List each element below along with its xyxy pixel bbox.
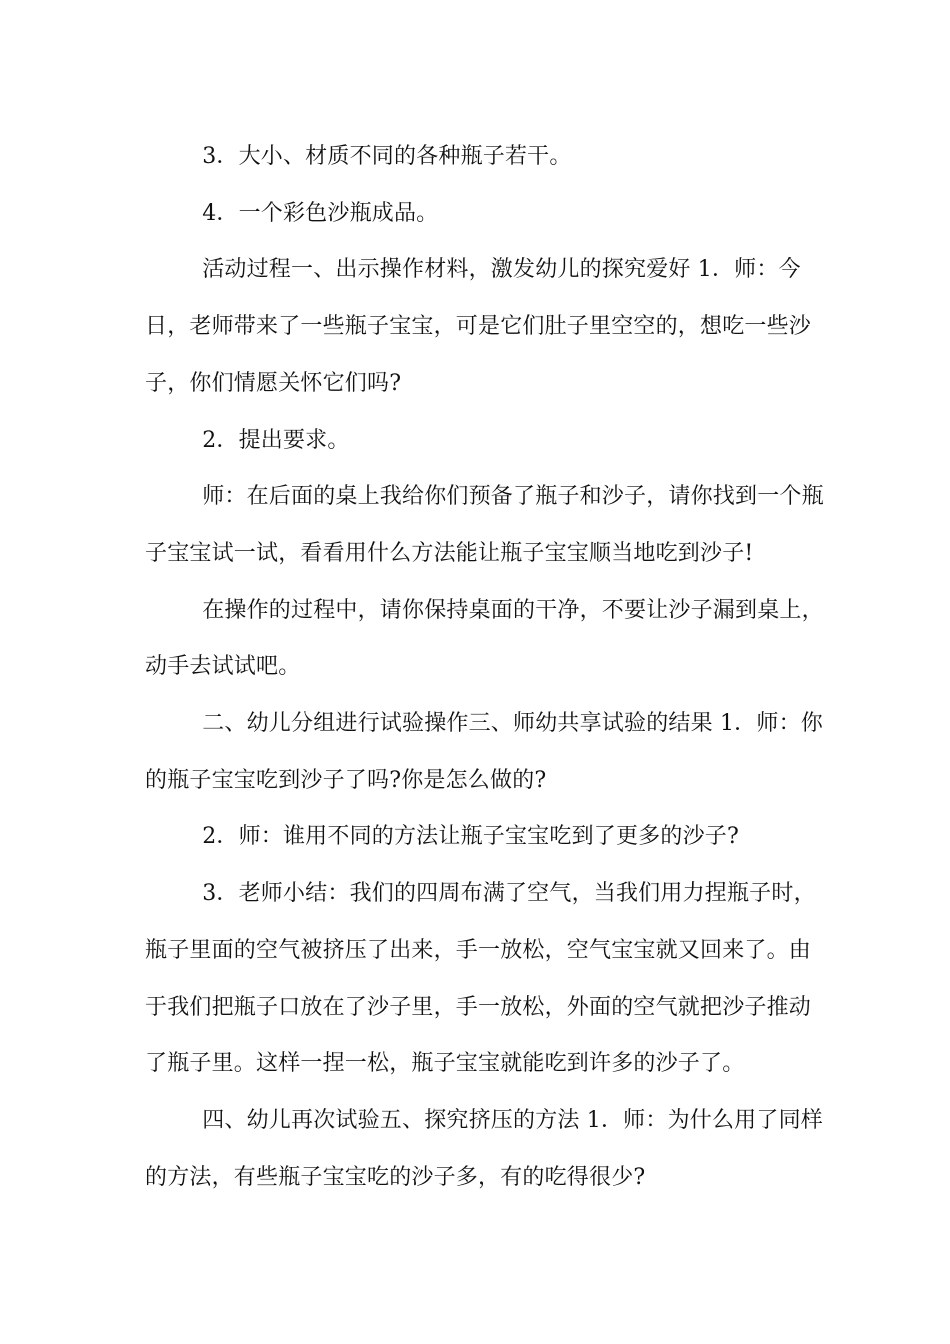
paragraph-keep-clean: 在操作的过程中，请你保持桌面的干净，不要让沙子漏到桌上，动手去试试吧。 [145, 597, 824, 680]
paragraph-materials-3: 3．大小、材质不同的各种瓶子若干。 [202, 144, 572, 169]
paragraph-different-methods: 2．师：谁用不同的方法让瓶子宝宝吃到了更多的沙子? [202, 824, 739, 850]
paragraph-teacher-instruction: 师：在后面的桌上我给你们预备了瓶子和沙子，请你找到一个瓶子宝宝试一试，看看用什么方法能让瓶子宝宝顺当地吃到沙子! [145, 484, 824, 566]
paragraph-process-1: 活动过程一、出示操作材料，激发幼儿的探究爱好 1．师：今日，老师带来了一些瓶子宝宝，可是它们肚子里空空的，想吃一些沙子，你们情愿关怀它们吗? [145, 257, 812, 396]
paragraph-materials-4: 4．一个彩色沙瓶成品。 [202, 200, 439, 226]
document-body [145, 129, 825, 1206]
paragraph-group-experiment: 二、幼儿分组进行试验操作三、师幼共享试验的结果 1．师：你的瓶子宝宝吃到沙子了吗?你是怎么做的? [145, 711, 823, 793]
paragraph-explore-squeeze: 四、幼儿再次试验五、探究挤压的方法 1．师：为什么用了同样的方法，有些瓶子宝宝吃的沙子多，有的吃得很少? [145, 1107, 823, 1190]
paragraph-requirements: 2．提出要求。 [202, 427, 350, 453]
paragraph-teacher-summary: 3．老师小结：我们的四周布满了空气，当我们用力捏瓶子时，瓶子里面的空气被挤压了出来，手一放松，空气宝宝就又回来了。由于我们把瓶子口放在了沙子里，手一放松，外面的空气就把沙子推动了瓶子里。这样一捏一松，瓶子宝宝就能吃到许多的沙子了。 [145, 881, 816, 1077]
